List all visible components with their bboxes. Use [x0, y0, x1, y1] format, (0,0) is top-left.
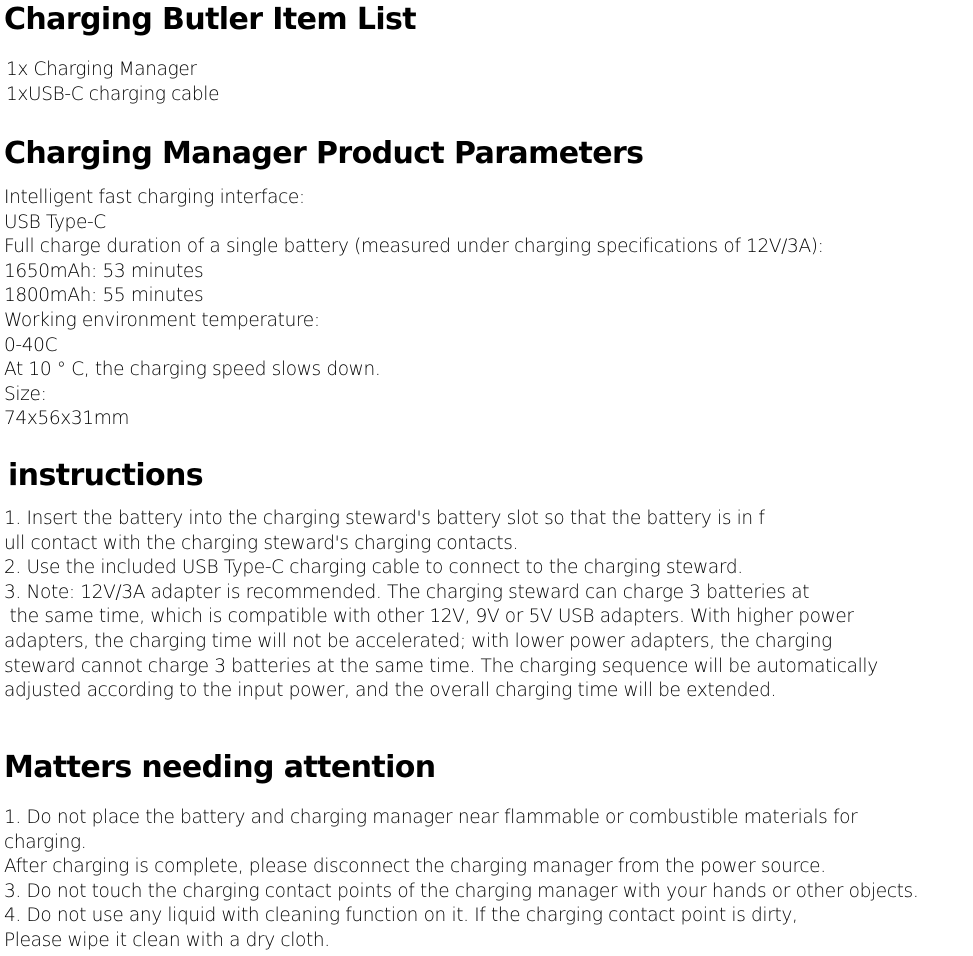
parameters-line: Size:	[4, 383, 47, 405]
item-list-heading: Charging Butler Item List	[4, 2, 417, 37]
attention-line: 3. Do not touch the charging contact points of the charging manager with your hands or other objects.	[4, 880, 919, 902]
attention-line: 1. Do not place the battery and charging manager near flammable or combustible materials for	[4, 807, 858, 828]
instructions-heading: instructions	[8, 458, 204, 493]
parameters-line: Full charge duration of a single battery (measured under charging specifications of 12V/3A):	[4, 236, 824, 258]
instructions-line: 2. Use the included USB Type-C charging cable to connect to the charging steward.	[4, 557, 743, 579]
instructions-line: ull contact with the charging steward's charging contacts.	[4, 532, 519, 554]
attention-line: charging.	[4, 831, 87, 853]
instructions-line: steward cannot charge 3 batteries at the same time. The charging sequence will be automatically	[4, 655, 878, 677]
item-list-line: 1xUSB-C charging cable	[6, 84, 220, 105]
parameters-line: 0-40C	[4, 334, 58, 356]
parameters-line: Intelligent fast charging interface:	[4, 187, 305, 208]
instructions-line: adapters, the charging time will not be accelerated; with lower power adapters, the charging	[4, 631, 832, 652]
attention-line: After charging is complete, please disconnect the charging manager from the power source.	[4, 856, 826, 878]
instructions-line: 3. Note: 12V/3A adapter is recommended. The charging steward can charge 3 batteries at	[4, 581, 810, 603]
attention-heading: Matters needing attention	[4, 750, 436, 785]
instructions-line: the same time, which is compatible with other 12V, 9V or 5V USB adapters. With higher power	[4, 606, 854, 628]
parameters-line: USB Type-C	[4, 211, 106, 233]
parameters-heading: Charging Manager Product Parameters	[4, 136, 644, 171]
parameters-line: 1800mAh: 55 minutes	[4, 285, 204, 307]
parameters-line: At 10 ° C, the charging speed slows down.	[4, 359, 381, 381]
instructions-line: adjusted according to the input power, and the overall charging time will be extended.	[4, 680, 777, 702]
instructions-line: 1. Insert the battery into the charging steward's battery slot so that the battery is in f	[4, 508, 765, 529]
parameters-line: Working environment temperature:	[4, 310, 320, 331]
parameters-line: 1650mAh: 53 minutes	[4, 260, 204, 282]
parameters-line: 74x56x31mm	[4, 408, 130, 430]
attention-line: 4. Do not use any liquid with cleaning function on it. If the charging contact point is dirty,	[4, 905, 798, 927]
attention-line: Please wipe it clean with a dry cloth.	[4, 930, 330, 951]
item-list-line: 1x Charging Manager	[6, 59, 197, 80]
